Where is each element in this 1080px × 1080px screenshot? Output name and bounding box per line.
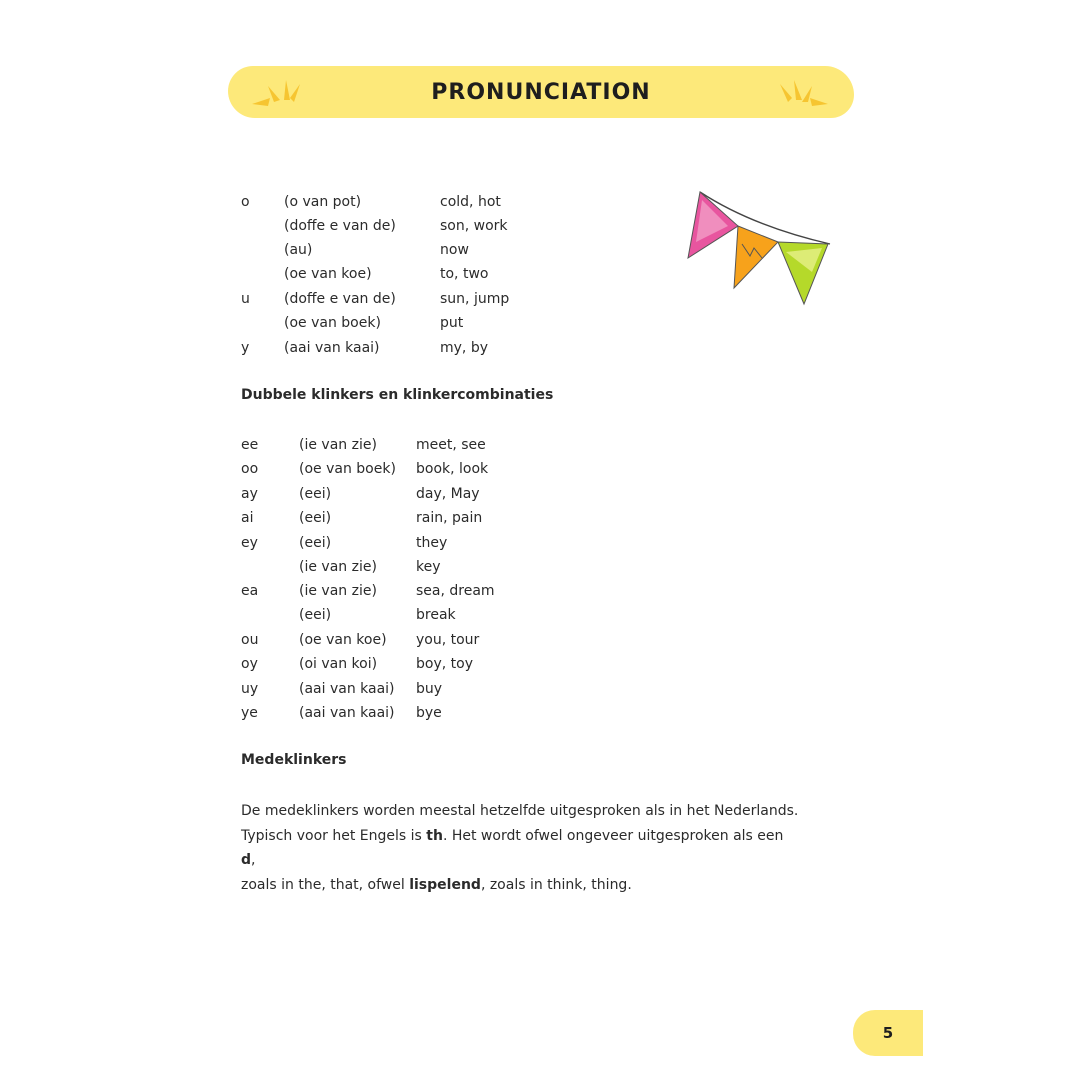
example-cell: cold, hot — [440, 194, 501, 210]
paragraph-line — [241, 799, 801, 824]
sound-cell: (oi van koi) — [299, 656, 378, 672]
letter-cell: ou — [241, 632, 259, 648]
sound-cell: (oe van boek) — [284, 315, 381, 331]
example-cell: bye — [416, 705, 442, 721]
text-segment: , — [251, 852, 256, 868]
letter-cell: ey — [241, 535, 258, 551]
letter-cell: ai — [241, 510, 254, 526]
example-cell: buy — [416, 681, 443, 697]
page-title: PRONUNCIATION — [431, 79, 651, 105]
example-cell: day, May — [416, 486, 480, 502]
paragraph-line — [241, 873, 801, 898]
letter-cell: ye — [241, 705, 258, 721]
text-segment: , zoals in think, thing. — [480, 876, 632, 893]
sound-cell: (aai van kaai) — [299, 705, 395, 721]
letter-cell: uy — [241, 681, 259, 697]
letter-cell: ay — [241, 486, 258, 502]
example-cell: boy, toy — [416, 656, 473, 672]
text-segment: Typisch voor het Engels is — [241, 827, 427, 844]
letter-cell: ea — [241, 583, 259, 599]
example-cell: sea, dream — [416, 583, 495, 599]
sound-cell: (aai van kaai) — [299, 681, 395, 697]
example-cell: my, by — [440, 340, 488, 356]
sound-cell: (o van pot) — [284, 194, 362, 210]
sound-cell: (oe van boek) — [299, 461, 396, 477]
page-number-tab — [853, 1010, 923, 1056]
title-banner — [228, 66, 854, 118]
letter-cell: ee — [241, 437, 259, 453]
example-cell: you, tour — [416, 632, 480, 648]
example-cell: to, two — [440, 266, 489, 282]
bunting-icon — [682, 186, 834, 308]
text-segment: De medeklinkers worden meestal hetzelfde uitgesproken als in het Nederlands. — [241, 803, 799, 819]
sound-cell: (oe van koe) — [284, 266, 372, 282]
consonant-paragraph — [241, 799, 801, 897]
example-cell: rain, pain — [416, 510, 483, 526]
page-number: 5 — [882, 1024, 894, 1042]
sound-cell: (eei) — [299, 510, 332, 526]
sound-cell: (doffe e van de) — [284, 291, 396, 307]
sound-cell: (au) — [284, 242, 313, 258]
sound-cell: (ie van zie) — [299, 437, 377, 453]
example-cell: key — [416, 559, 441, 575]
letter-cell: oo — [241, 461, 259, 477]
example-cell: they — [416, 535, 448, 551]
paragraph-line — [241, 824, 801, 873]
bold-term: lispelend — [409, 876, 481, 893]
example-cell: sun, jump — [440, 291, 510, 307]
sun-rays-icon — [776, 76, 832, 108]
letter-cell: oy — [241, 656, 258, 672]
letter-cell: y — [241, 340, 250, 356]
bold-term: th — [426, 827, 443, 844]
example-cell: break — [416, 607, 456, 623]
example-cell: now — [440, 242, 469, 258]
sound-cell: (aai van kaai) — [284, 340, 380, 356]
sound-cell: (ie van zie) — [299, 583, 377, 599]
section-heading-consonants: Medeklinkers — [241, 752, 347, 768]
example-cell: son, work — [440, 218, 508, 234]
text-segment: zoals in the, that, ofwel — [241, 876, 410, 893]
sound-cell: (eei) — [299, 535, 332, 551]
example-cell: book, look — [416, 461, 489, 477]
sound-cell: (eei) — [299, 486, 332, 502]
letter-cell: u — [241, 291, 250, 307]
letter-cell: o — [241, 194, 250, 210]
bold-term: d — [241, 852, 252, 868]
sound-cell: (ie van zie) — [299, 559, 377, 575]
text-segment: . Het wordt ofwel ongeveer uitgesproken als een — [442, 827, 784, 844]
sound-cell: (eei) — [299, 607, 332, 623]
example-cell: put — [440, 315, 464, 331]
sound-cell: (doffe e van de) — [284, 218, 396, 234]
section-heading-double-vowels: Dubbele klinkers en klinkercombinaties — [241, 387, 554, 403]
sound-cell: (oe van koe) — [299, 632, 387, 648]
sun-rays-icon — [248, 76, 304, 108]
example-cell: meet, see — [416, 437, 486, 453]
